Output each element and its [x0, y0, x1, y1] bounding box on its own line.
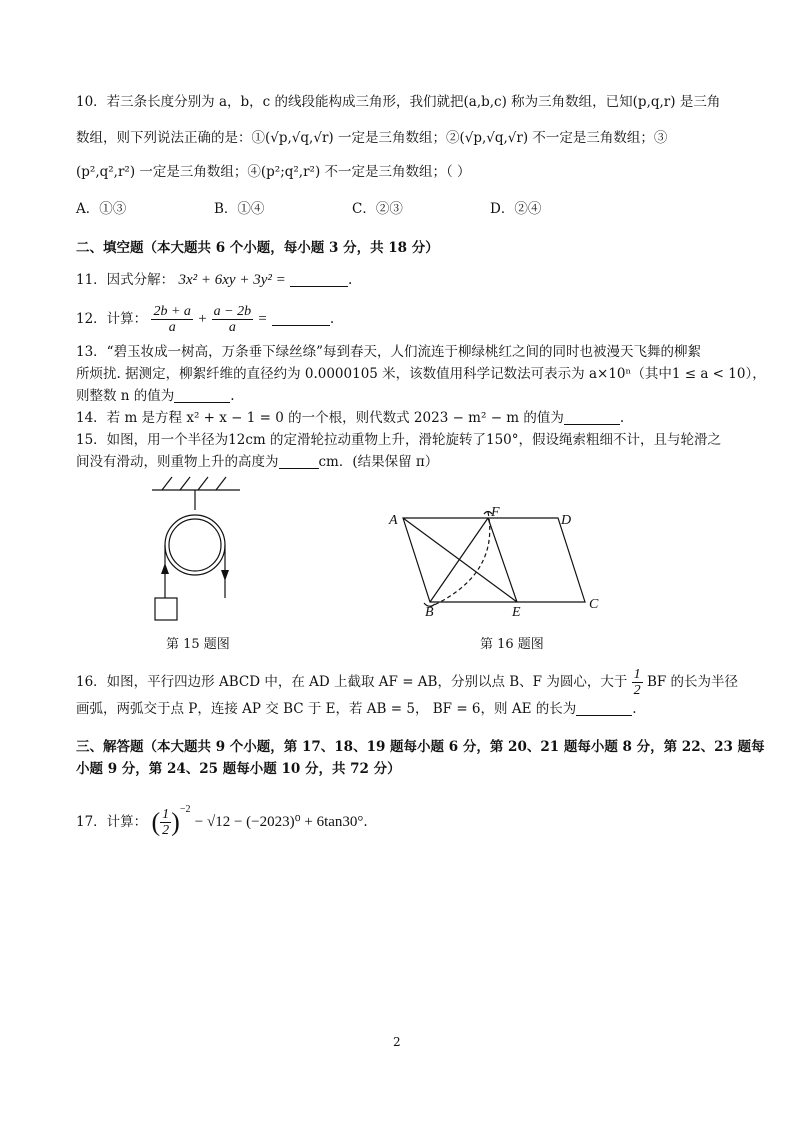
q13-end: .: [230, 388, 235, 404]
q12-fraction-2: $\frac{a - 2b}{a}$: [213, 304, 252, 335]
q10-line3: (p²,q²,r²) 一定是三角数组；④(p²;q²,r²) 不一定是三角数组；（ ）: [76, 164, 471, 180]
segment-fe: [488, 518, 517, 602]
label-e: E: [512, 605, 521, 620]
q16-line1-text: 16．如图，平行四边形 ABCD 中，在 AD 上截取 AF = AB，分别以点 B、F 为圆心，大于: [76, 674, 628, 690]
q17-fraction-half: $\frac{1}{2}$: [162, 807, 170, 838]
q12-text: 12．计算：: [76, 311, 148, 327]
q12-fraction-1: $\frac{2b + a}{a}$: [153, 304, 191, 335]
q16-end: .: [632, 701, 637, 717]
q16-line1-tail: BF 的长为半径: [646, 674, 739, 690]
q10-option-a: A．①③: [76, 201, 127, 217]
q17-end: .: [363, 814, 368, 830]
q15-line2-text: 间没有滑动，则重物上升的高度为: [76, 454, 279, 470]
q12-end: .: [329, 311, 335, 327]
q16-line2-text: 画弧，两弧交于点 P，连接 AP 交 BC 于 E，若 AB = 5， BF = 6，则 AE 的长为: [76, 701, 577, 717]
figure-16-caption: 第 16 题图: [480, 637, 544, 652]
q13-line1: 13．“碧玉妆成一树高，万条垂下绿丝绦”每到春天，人们流连于柳绿桃红之间的同时也被漫天飞舞的柳絮: [76, 344, 701, 360]
label-a: A: [389, 513, 398, 528]
q10-option-b: B．①④: [214, 201, 265, 217]
section-2-heading: 二、填空题（本大题共 6 个小题，每小题 3 分，共 18 分）: [76, 240, 439, 256]
q11-expr: 3x² + 6xy + 3y² =: [178, 272, 286, 288]
parallelogram-abcd: [403, 518, 585, 602]
q12-plus: +: [197, 311, 208, 327]
q17-paren-close: ): [171, 807, 180, 837]
label-f: F: [491, 505, 500, 520]
q10-line1: 10．若三条长度分别为 a，b，c 的线段能构成三角形，我们就把(a,b,c) 称为三角数组，已知(p,q,r) 是三角: [76, 94, 721, 110]
q17-text: 17．计算：: [76, 814, 148, 830]
q15-line1: 15．如图，用一个半径为12cm 的定滑轮拉动重物上升，滑轮旋转了150°，假设绳索粗细不计，且与轮滑之: [76, 432, 722, 448]
q10-option-c: C．②③: [352, 201, 403, 217]
q16-answer-blank: [576, 701, 632, 716]
q13-line3-text: 则整数 n 的值为: [76, 388, 175, 404]
q14-end: .: [619, 410, 625, 426]
q10-line2: 数组，则下列说法正确的是：①(√p,√q,√r) 一定是三角数组；②(√p,√q,√r) 不一定是三角数组；③: [76, 130, 668, 146]
figure-15-caption: 第 15 题图: [166, 637, 230, 652]
q16-line1: [76, 666, 738, 698]
q17-expression: − √12 − (−2023)⁰ + 6tan30°: [194, 814, 364, 830]
label-c: C: [589, 597, 599, 612]
q15-line2-tail: cm．(结果保留 π）: [318, 454, 439, 470]
label-d: D: [561, 513, 572, 528]
q13-line2: 所烦扰. 据测定，柳絮纤维的直径约为 0.0000105 米，该数值用科学记数法可表示为 a×10ⁿ（其中1 ≤ a < 10），: [76, 366, 766, 382]
q16-line2: [76, 699, 637, 719]
section-3-heading-line2: 小题 9 分，第 24、25 题每小题 10 分，共 72 分）: [76, 761, 401, 777]
q17: [76, 790, 368, 843]
section-3-heading-line1: 三、解答题（本大题共 9 个小题，第 17、18、19 题每小题 6 分，第 20、21 题每小题 8 分，第 22、23 题每: [76, 739, 765, 755]
q17-exponent: −2: [179, 804, 191, 815]
q11-text: 11．因式分解：: [76, 272, 175, 288]
label-b: B: [425, 605, 434, 620]
q16-fraction-half: $\frac{1}{2}$: [633, 667, 641, 698]
q12-equals: =: [257, 311, 268, 327]
q14-text: 14．若 m 是方程 x² + x − 1 = 0 的一个根，则代数式 2023 − m² − m 的值为: [76, 410, 564, 426]
page-number: 2: [393, 1035, 401, 1049]
q17-paren-open: (: [151, 807, 161, 837]
q10-option-d: D．②④: [490, 201, 542, 217]
q11-end: .: [348, 272, 353, 288]
